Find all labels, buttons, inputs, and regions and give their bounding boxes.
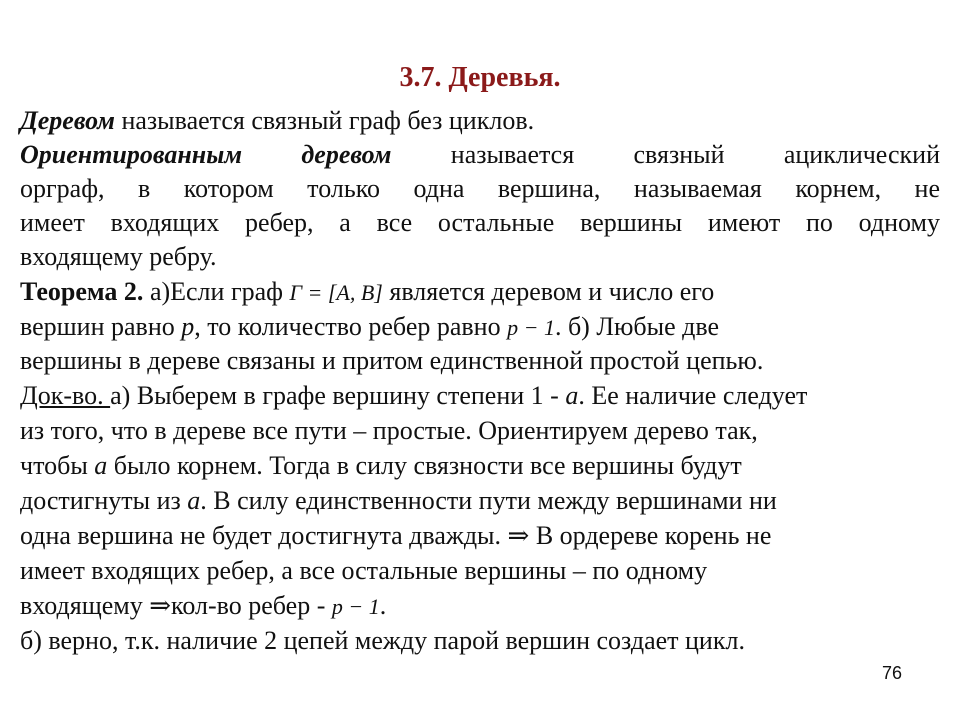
proof-line-2: из того, что в дереве все пути – простые. Ориентируем дерево так, xyxy=(20,416,758,445)
theorem-line-1 xyxy=(20,277,940,308)
proof-line-6: имеет входящих ребер, а все остальные вершины – по одному xyxy=(20,556,708,585)
def-oriented-term: Ориентированным деревом xyxy=(20,140,392,169)
proof-vertex-a-2: a xyxy=(94,451,108,480)
theorem-text-2b: , то количество ребер равно xyxy=(194,312,508,341)
def-oriented-text-1: называется связный ациклический xyxy=(391,140,940,169)
def-tree-term: Деревом xyxy=(20,106,115,135)
proof-text-4a: достигнуты из xyxy=(20,486,188,515)
proof-text-7c: . xyxy=(379,591,387,620)
implies-icon-2: ⇒ xyxy=(149,591,172,620)
theorem-line-3: вершины в дереве связаны и притом единственной простой цепью. xyxy=(20,346,764,375)
proof-vertex-a-3: a xyxy=(187,486,201,515)
edges-formula: p − 1 xyxy=(507,315,555,340)
proof-text-3b: было корнем. Тогда в силу связности все вершины будут xyxy=(107,451,742,480)
page-number: 76 xyxy=(881,663,902,683)
slide-title: 3.7. Деревья. xyxy=(399,62,561,93)
proof-vertex-a-1: a xyxy=(565,381,579,410)
theorem-p: p xyxy=(181,312,195,341)
edges-formula-2: p − 1 xyxy=(331,594,380,619)
theorem-text-2a: вершин равно xyxy=(20,312,182,341)
theorem-text-1a: а)Если граф xyxy=(143,277,290,306)
proof-text-7a: входящему xyxy=(20,591,150,620)
proof-label: Док-во. xyxy=(20,381,111,410)
def-tree-line xyxy=(20,106,940,136)
proof-line-8: б) верно, т.к. наличие 2 цепей между парой вершин создает цикл. xyxy=(20,626,745,655)
theorem-text-2c: . б) Любые две xyxy=(554,312,720,341)
theorem-line-2 xyxy=(20,312,940,343)
implies-icon: ⇒ xyxy=(507,521,530,550)
proof-line-5 xyxy=(20,521,940,551)
def-oriented-line-2: орграф, в котором только одна вершина, называемая корнем, не xyxy=(20,174,940,203)
def-tree-text: называется связный граф без циклов. xyxy=(114,106,535,135)
proof-line-3 xyxy=(20,451,940,481)
def-oriented-line-4: входящему ребру. xyxy=(20,242,217,271)
proof-line-7 xyxy=(20,591,940,622)
proof-text-1b: . Ее наличие следует xyxy=(578,381,808,410)
proof-line-1 xyxy=(20,381,940,411)
def-oriented-line-3: имеет входящих ребер, а все остальные вершины имеют по одному xyxy=(20,208,940,237)
def-oriented-line-1 xyxy=(20,140,940,170)
proof-line-4 xyxy=(20,486,940,516)
proof-text-7b: кол-во ребер - xyxy=(171,591,332,620)
proof-text-5a: одна вершина не будет достигнута дважды. xyxy=(20,521,508,550)
proof-text-3a: чтобы xyxy=(20,451,95,480)
proof-text-1a: а) Выберем в графе вершину степени 1 - xyxy=(110,381,566,410)
theorem-label: Теорема 2. xyxy=(20,277,144,306)
theorem-text-1b: является деревом и число его xyxy=(382,277,715,306)
proof-text-5b: В ордереве корень не xyxy=(529,521,772,550)
proof-text-4b: . В силу единственности пути между вершинами ни xyxy=(200,486,777,515)
graph-formula: Γ = [A, B] xyxy=(289,280,383,305)
